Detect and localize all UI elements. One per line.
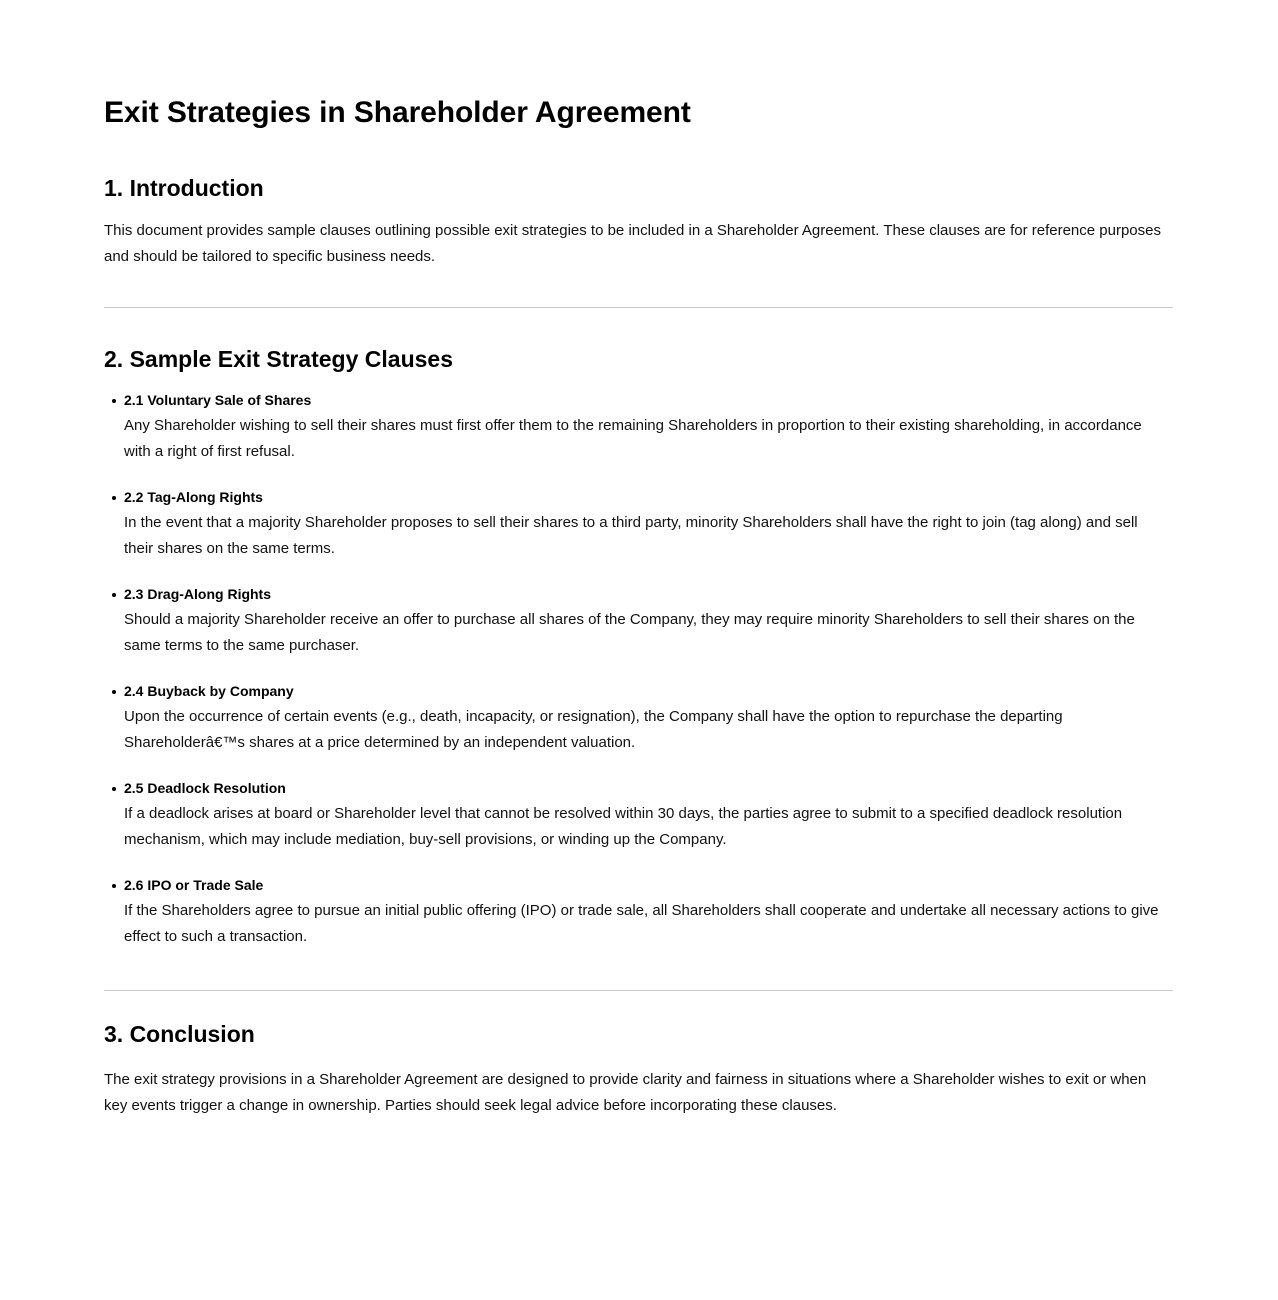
- clause-body: Upon the occurrence of certain events (e.g., death, incapacity, or resignation), the Company shall have the option to repurchase the departing Shareholderâ€™s shares at a price determined by an independent valuation.: [124, 707, 1063, 751]
- clause-body: If a deadlock arises at board or Shareholder level that cannot be resolved within 30 days, the parties agree to submit to a specified deadlock resolution mechanism, which may include mediation, buy-sell provisions, or winding up the Company.: [124, 804, 1123, 848]
- clause-title: 2.2 Tag-Along Rights: [124, 488, 263, 505]
- spacer: [104, 270, 1173, 307]
- section-conclusion: [104, 1021, 1173, 1120]
- list-item: [104, 390, 1173, 465]
- section-heading-clauses: 2. Sample Exit Strategy Clauses: [104, 346, 453, 373]
- clause-title: 2.4 Buyback by Company: [124, 682, 294, 699]
- spacer: [104, 308, 1173, 346]
- page-title: Exit Strategies in Shareholder Agreement: [104, 96, 691, 129]
- clause-body: In the event that a majority Shareholder proposes to sell their shares to a third party, minority Shareholders shall have the right to join (tag along) and sell their shares on the same terms.: [124, 513, 1138, 557]
- clause-title: 2.1 Voluntary Sale of Shares: [124, 391, 312, 408]
- clause-title: 2.5 Deadlock Resolution: [124, 779, 286, 796]
- clause-body: Any Shareholder wishing to sell their shares must first offer them to the remaining Shareholders in proportion to their existing shareholding, in accordance with a right of first refusal.: [124, 416, 1142, 460]
- introduction-paragraph: This document provides sample clauses outlining possible exit strategies to be included in a Shareholder Agreement. These clauses are for reference purposes and should be tailored to specific business needs.: [104, 222, 1161, 266]
- list-item: [104, 681, 1173, 756]
- clause-body: Should a majority Shareholder receive an offer to purchase all shares of the Company, they may require minority Shareholders to sell their shares on the same terms to the same purchaser.: [124, 610, 1135, 654]
- list-item: [104, 584, 1173, 659]
- section-heading-introduction: 1. Introduction: [104, 174, 264, 201]
- spacer: [104, 950, 1173, 990]
- section-heading-conclusion: 3. Conclusion: [104, 1020, 255, 1047]
- list-item: [104, 875, 1173, 950]
- list-item: [104, 487, 1173, 562]
- clause-body: If the Shareholders agree to pursue an initial public offering (IPO) or trade sale, all Shareholders shall cooperate and undertake all necessary actions to give effect to such a transaction.: [124, 901, 1159, 945]
- clause-title: 2.6 IPO or Trade Sale: [124, 876, 264, 893]
- section-clauses: [104, 346, 1173, 950]
- clause-list: [104, 390, 1173, 950]
- clause-title: 2.3 Drag-Along Rights: [124, 585, 272, 602]
- conclusion-paragraph: The exit strategy provisions in a Shareholder Agreement are designed to provide clarity and fairness in situations where a Shareholder wishes to exit or when key events trigger a change in ownership. Parties should seek legal advice before incorporating these clauses.: [104, 1071, 1147, 1115]
- section-introduction: [104, 175, 1173, 271]
- spacer: [104, 991, 1173, 1021]
- list-item: [104, 778, 1173, 853]
